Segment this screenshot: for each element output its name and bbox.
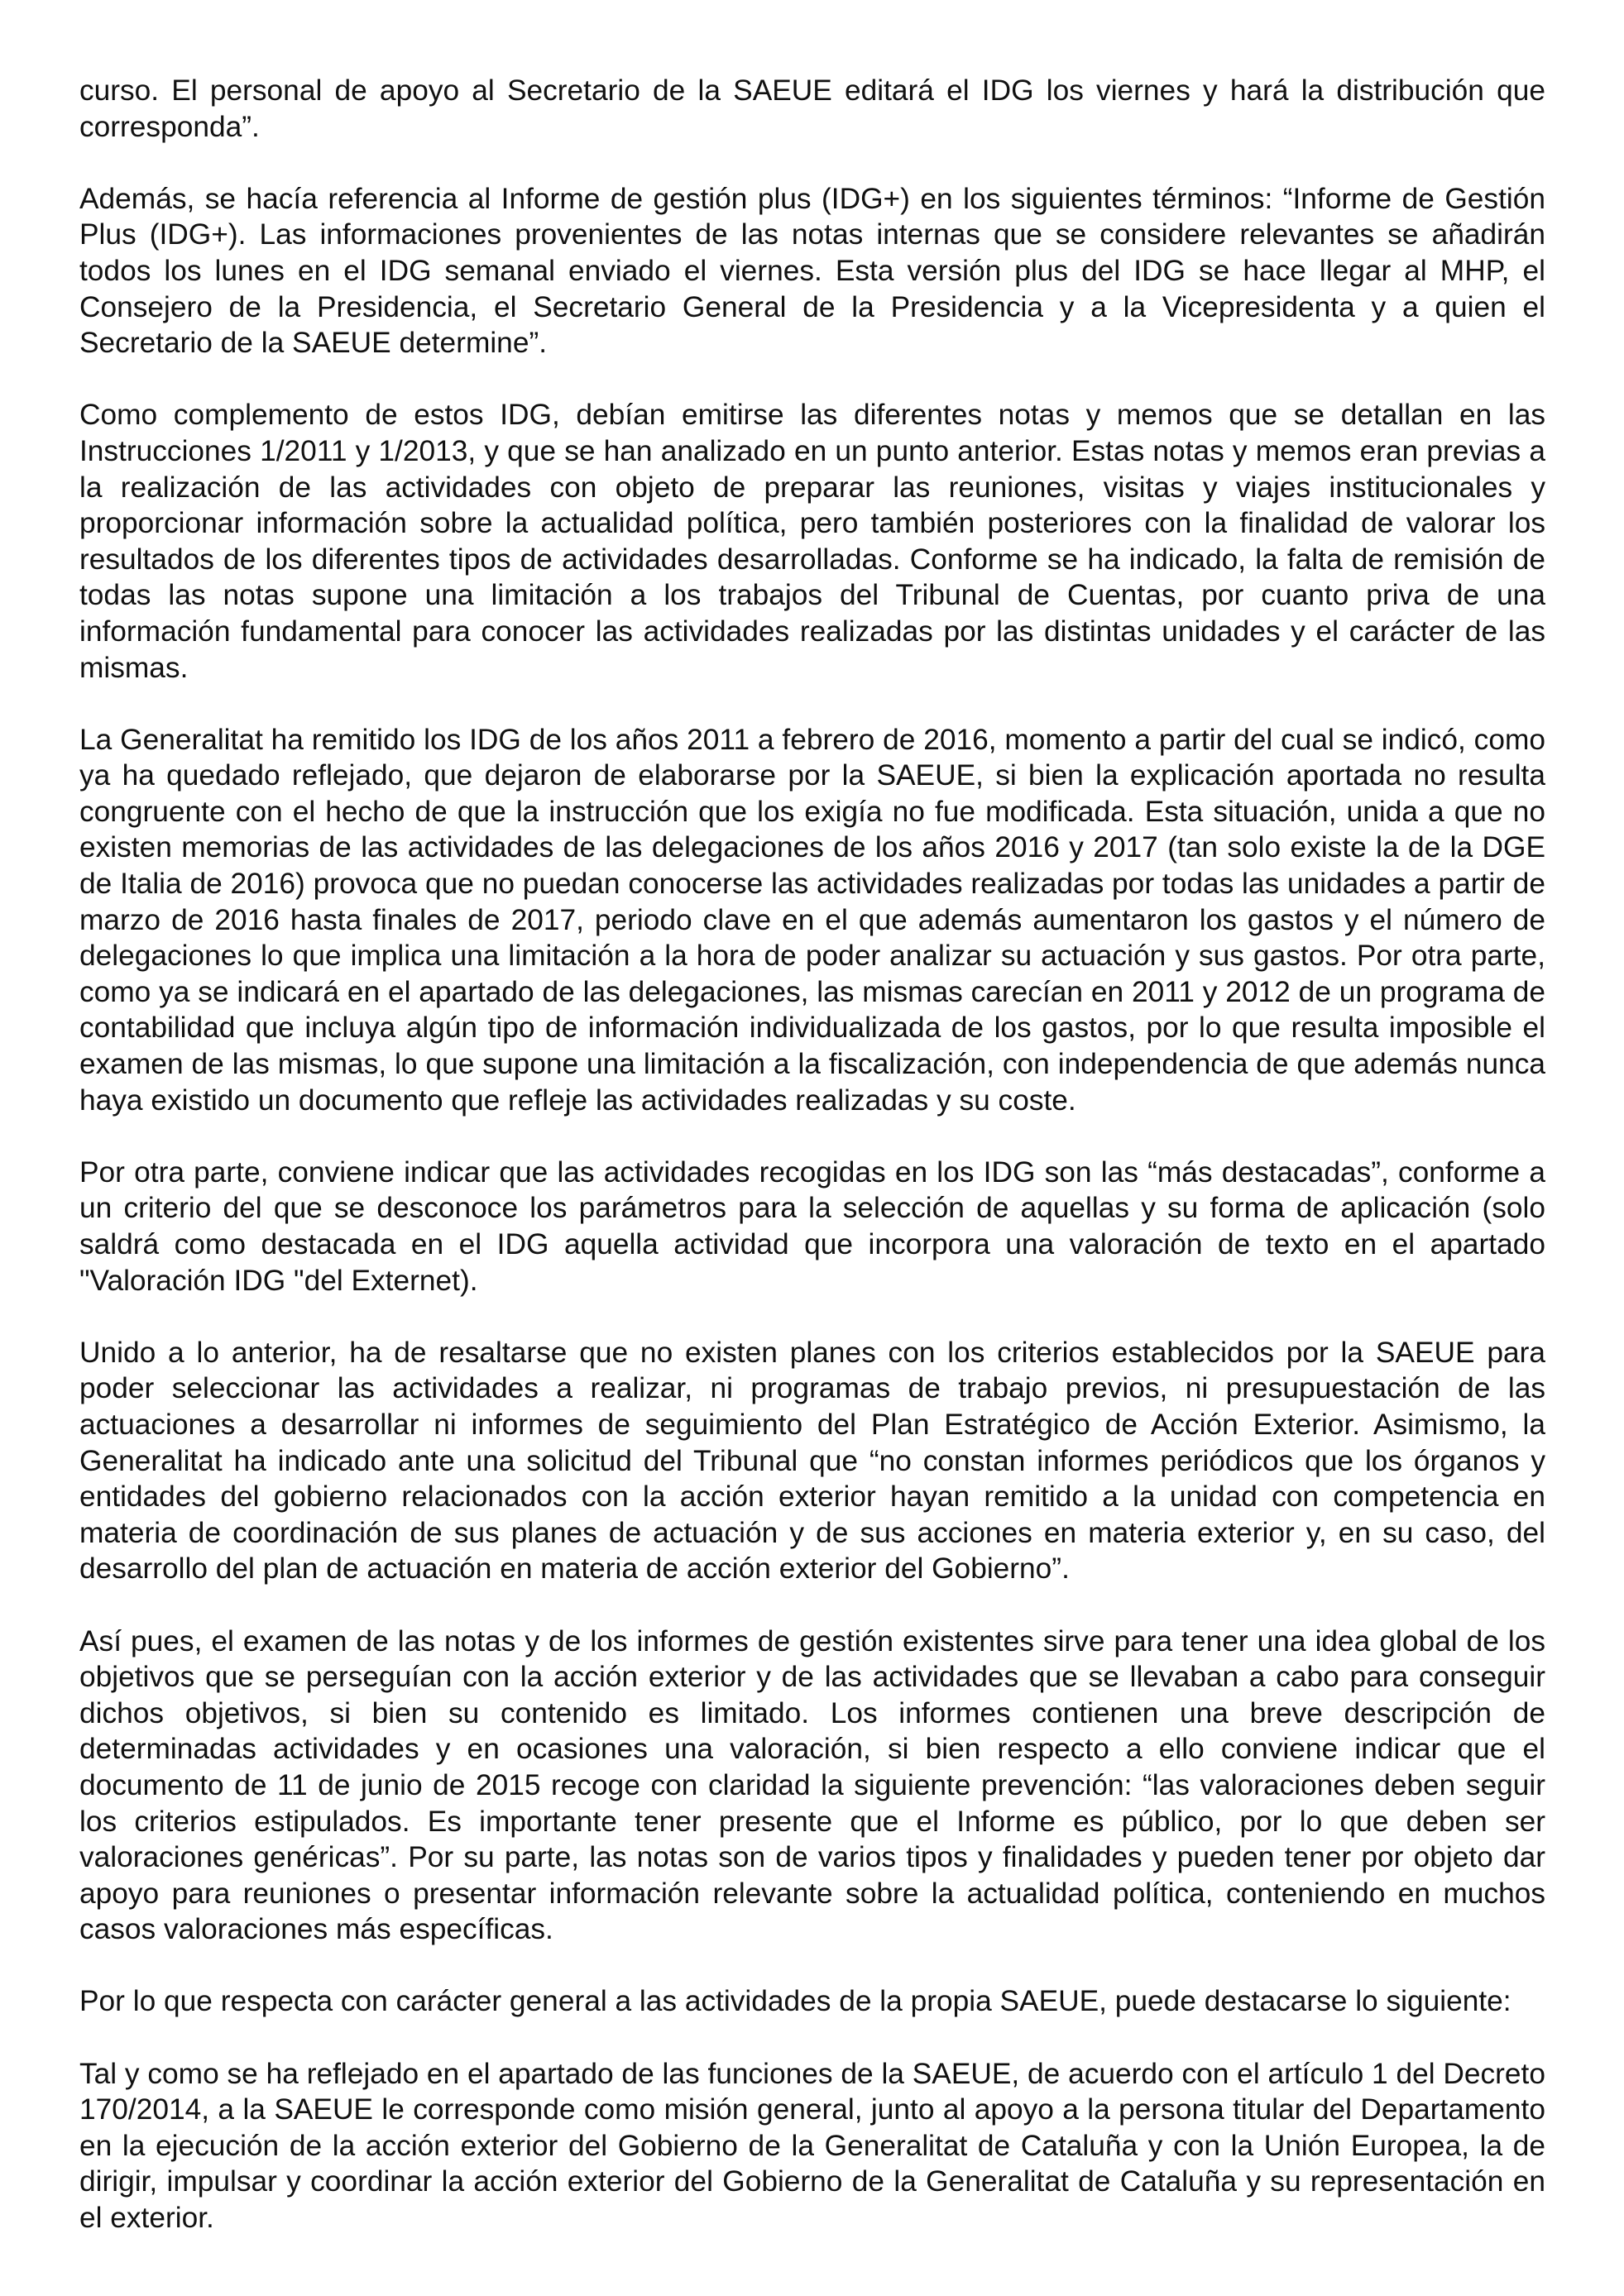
paragraph-continuation-idg-distribution: curso. El personal de apoyo al Secretario de la SAEUE editará el IDG los viernes y hará la distribución que corresponda”. (79, 74, 1545, 143)
paragraph-featured-activities: Por otra parte, conviene indicar que las actividades recogidas en los IDG son las “más destacadas”, conforme a un criterio del que se desconoce los parámetros para la selección de aquellas y su forma de aplicación (solo saldrá como destacada en el IDG aquella actividad que incorpora una valoración de texto en el apartado "Valoración IDG "del Externet). (79, 1155, 1545, 1297)
paragraph-no-plans-criteria: Unido a lo anterior, ha de resaltarse que no existen planes con los criterios establecidos por la SAEUE para poder seleccionar las actividades a realizar, ni programas de trabajo previos, ni presupuestación de las actuaciones a desarrollar ni informes de seguimiento del Plan Estratégico de Acción Exterior. Asimismo, la Generalitat ha indicado ante una solicitud del Tribunal que “no constan informes periódicos que los órganos y entidades del gobierno relacionados con la acción exterior hayan remitido a la unidad con competencia en materia de coordinación de sus planes de actuación y de sus acciones en materia exterior y, en su caso, del desarrollo del plan de actuación en materia de acción exterior del Gobierno”. (79, 1336, 1545, 1586)
paragraph-saeue-functions: Tal y como se ha reflejado en el apartado de las funciones de la SAEUE, de acuerdo con el artículo 1 del Decreto 170/2014, a la SAEUE le corresponde como misión general, junto al apoyo a la persona titular del Departamento en la ejecución de la acción exterior del Gobierno de la Generalitat de Cataluña y con la Unión Europea, la de dirigir, impulsar y coordinar la acción exterior del Gobierno de la Generalitat de Cataluña y su representación en el exterior. (79, 2057, 1545, 2235)
paragraph-saeue-activities-intro: Por lo que respecta con carácter general a las actividades de la propia SAEUE, puede destacarse lo siguiente: (79, 1985, 1511, 2018)
paragraph-idg-plus: Además, se hacía referencia al Informe de gestión plus (IDG+) en los siguientes términos: “Informe de Gestión Plus (IDG+). Las informaciones provenientes de las notas internas que se considere relevantes se añadirán todos los lunes en el IDG semanal enviado el viernes. Esta versión plus del IDG se hace llegar al MHP, el Consejero de la Presidencia, el Secretario General de la Presidencia y a la Vicepresidenta y a quien el Secretario de la SAEUE determine”. (79, 182, 1545, 360)
document-page (79, 73, 1545, 2236)
paragraph-idg-submission-limitation: La Generalitat ha remitido los IDG de los años 2011 a febrero de 2016, momento a partir del cual se indicó, como ya ha quedado reflejado, que dejaron de elaborarse por la SAEUE, si bien la explicación aportada no resulta congruente con el hecho de que la instrucción que los exigía no fue modificada. Esta situación, unida a que no existen memorias de las actividades de las delegaciones de los años 2016 y 2017 (tan solo existe la de la DGE de Italia de 2016) provoca que no puedan conocerse las actividades realizadas por todas las unidades a partir de marzo de 2016 hasta finales de 2017, periodo clave en el que además aumentaron los gastos y el número de delegaciones lo que implica una limitación a la hora de poder analizar su actuación y sus gastos. Por otra parte, como ya se indicará en el apartado de las delegaciones, las mismas carecían en 2011 y 2012 de un programa de contabilidad que incluya algún tipo de información individualizada de los gastos, por lo que resulta imposible el examen de las mismas, lo que supone una limitación a la fiscalización, con independencia de que además nunca haya existido un documento que refleje las actividades realizadas y su coste. (79, 723, 1545, 1117)
paragraph-notes-and-memos: Como complemento de estos IDG, debían emitirse las diferentes notas y memos que se detallan en las Instrucciones 1/2011 y 1/2013, y que se han analizado en un punto anterior. Estas notas y memos eran previas a la realización de las actividades con objeto de preparar las reuniones, visitas y viajes institucionales y proporcionar información sobre la actualidad política, pero también posteriores con la finalidad de valorar los resultados de los diferentes tipos de actividades desarrolladas. Conforme se ha indicado, la falta de remisión de todas las notas supone una limitación a los trabajos del Tribunal de Cuentas, por cuanto priva de una información fundamental para conocer las actividades realizadas por las distintas unidades y el carácter de las mismas. (79, 399, 1545, 684)
paragraph-notes-examination: Así pues, el examen de las notas y de los informes de gestión existentes sirve para tener una idea global de los objetivos que se perseguían con la acción exterior y de las actividades que se llevaban a cabo para conseguir dichos objetivos, si bien su contenido es limitado. Los informes contienen una breve descripción de determinadas actividades y en ocasiones una valoración, si bien respecto a ello conviene indicar que el documento de 11 de junio de 2015 recoge con claridad la siguiente prevención: “las valoraciones deben seguir los criterios estipulados. Es importante tener presente que el Informe es público, por lo que deben ser valoraciones genéricas”. Por su parte, las notas son de varios tipos y finalidades y pueden tener por objeto dar apoyo para reuniones o presentar información relevante sobre la actualidad política, conteniendo en muchos casos valoraciones más específicas. (79, 1624, 1545, 1946)
